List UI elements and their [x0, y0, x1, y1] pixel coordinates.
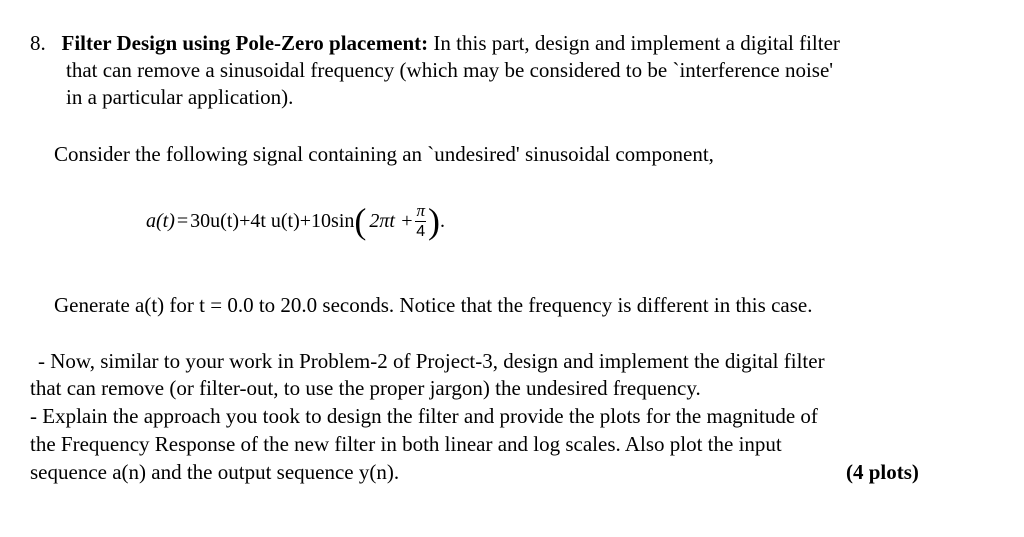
equation-term-1: 30u(t) — [190, 210, 240, 232]
signal-equation — [146, 196, 445, 246]
right-paren: ) — [428, 201, 441, 241]
pi-over-four-fraction — [415, 201, 426, 242]
intro-line-1: In this part, design and implement a digital filter — [433, 31, 840, 55]
equation-end: . — [440, 210, 446, 232]
equation-term-3: +10sin — [299, 210, 355, 232]
task-2-line-3: sequence a(n) and the output sequence y(n). — [30, 460, 400, 484]
intro-line-3: in a particular application). — [66, 85, 294, 109]
task-2-line-2: the Frequency Response of the new filter in both linear and log scales. Also plot the input — [30, 432, 782, 456]
task-1-line-2: that can remove (or filter-out, to use the proper jargon) the undesired frequency. — [30, 376, 701, 400]
task-1-line-1: - Now, similar to your work in Problem-2 of Project-3, design and implement the digital filter — [38, 349, 825, 373]
task-2-line-1: - Explain the approach you took to design the filter and provide the plots for the magnitude of — [30, 404, 818, 428]
intro-line-2: that can remove a sinusoidal frequency (which may be considered to be `interference noise' — [66, 58, 834, 82]
plots-count-note: (4 plots) — [846, 460, 919, 484]
left-paren: ( — [354, 201, 367, 241]
section-header — [30, 30, 840, 57]
equation-term-2: +4t u(t) — [239, 210, 300, 232]
fraction-numerator: π — [415, 201, 426, 223]
equation-lhs: a(t) — [146, 210, 175, 232]
equation-equals: = — [176, 210, 189, 232]
equation-argument: 2πt + — [369, 210, 414, 232]
section-number: 8. — [30, 31, 46, 55]
consider-paragraph: Consider the following signal containing an `undesired' sinusoidal component, — [54, 142, 714, 166]
generate-paragraph: Generate a(t) for t = 0.0 to 20.0 seconds. Notice that the frequency is different in this case. — [54, 293, 813, 317]
section-heading: Filter Design using Pole-Zero placement: — [61, 31, 429, 55]
fraction-denominator: 4 — [416, 223, 426, 241]
